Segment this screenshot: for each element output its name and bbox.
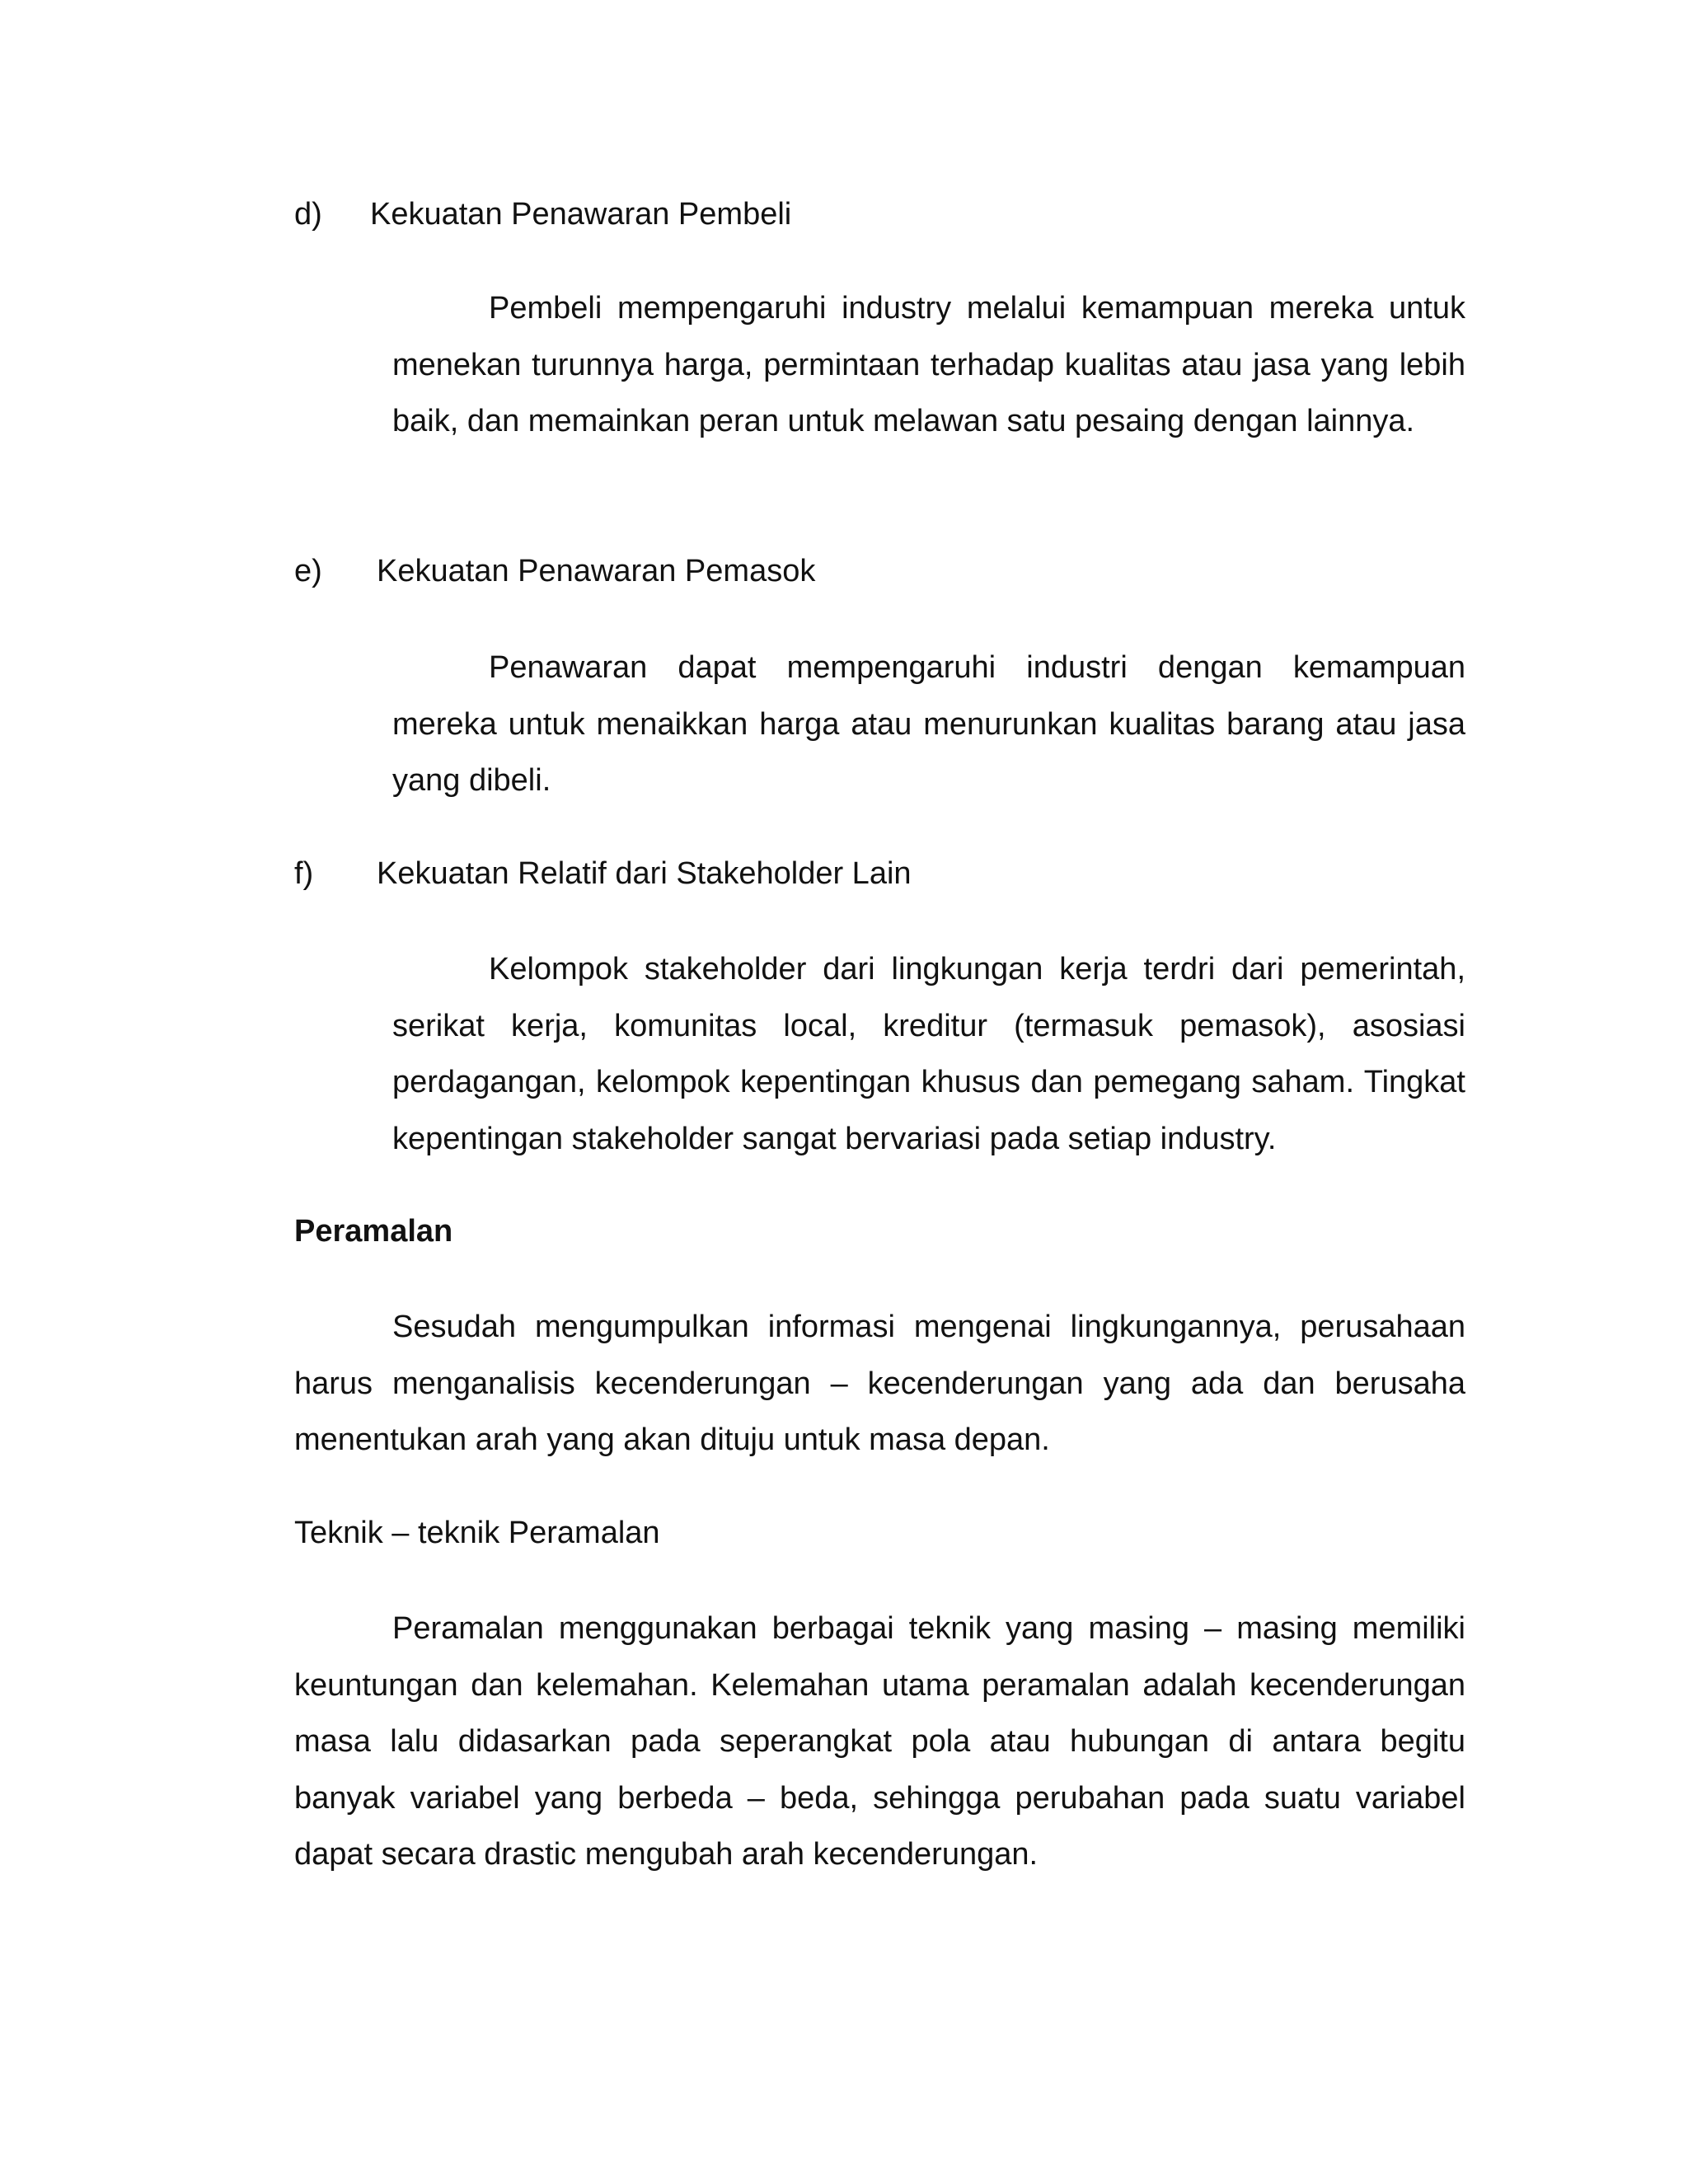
item-marker: d) bbox=[294, 197, 322, 232]
item-body-d: Pembeli mempengaruhi industry melalui kemampuan mereka untuk menekan turunnya harga, permintaan terhadap kualitas atau jasa yang lebih baik, dan memainkan peran untuk melawan satu pesaing dengan lainnya. bbox=[392, 291, 1465, 438]
item-marker: e) bbox=[294, 554, 322, 588]
item-title: Kekuatan Relatif dari Stakeholder Lain bbox=[377, 856, 912, 891]
item-heading-e bbox=[294, 551, 815, 592]
section-intro: Sesudah mengumpulkan informasi mengenai lingkungannya, perusahaan harus menganalisis kecenderungan – kecenderungan yang ada dan berusaha menentukan arah yang akan dituju untuk masa depan. bbox=[294, 1310, 1465, 1457]
section-subtitle: Teknik – teknik Peramalan bbox=[294, 1516, 660, 1550]
item-heading-d bbox=[294, 194, 791, 235]
item-body-f: Kelompok stakeholder dari lingkungan kerja terdri dari pemerintah, serikat kerja, komunitas local, kreditur (termasuk pemasok), asosiasi perdagangan, kelompok kepentingan khusus dan pemegang saham. Tingkat kepentingan stakeholder sangat bervariasi pada setiap industry. bbox=[392, 952, 1465, 1156]
item-title: Kekuatan Penawaran Pemasok bbox=[377, 554, 816, 588]
item-heading-f bbox=[294, 853, 912, 894]
section-body: Peramalan menggunakan berbagai teknik yang masing – masing memiliki keuntungan dan kelemahan. Kelemahan utama peramalan adalah kecenderungan masa lalu didasarkan pada seperangkat pola atau hubungan di antara begitu banyak variabel yang berbeda – beda, sehingga perubahan pada suatu variabel dapat secara drastic mengubah arah kecenderungan. bbox=[294, 1611, 1465, 1872]
item-marker: f) bbox=[294, 856, 314, 891]
item-title: Kekuatan Penawaran Pembeli bbox=[370, 197, 792, 232]
item-body-e: Penawaran dapat mempengaruhi industri dengan kemampuan mereka untuk menaikkan harga atau menurunkan kualitas barang atau jasa yang dibeli. bbox=[392, 650, 1465, 798]
section-title: Peramalan bbox=[294, 1214, 453, 1249]
